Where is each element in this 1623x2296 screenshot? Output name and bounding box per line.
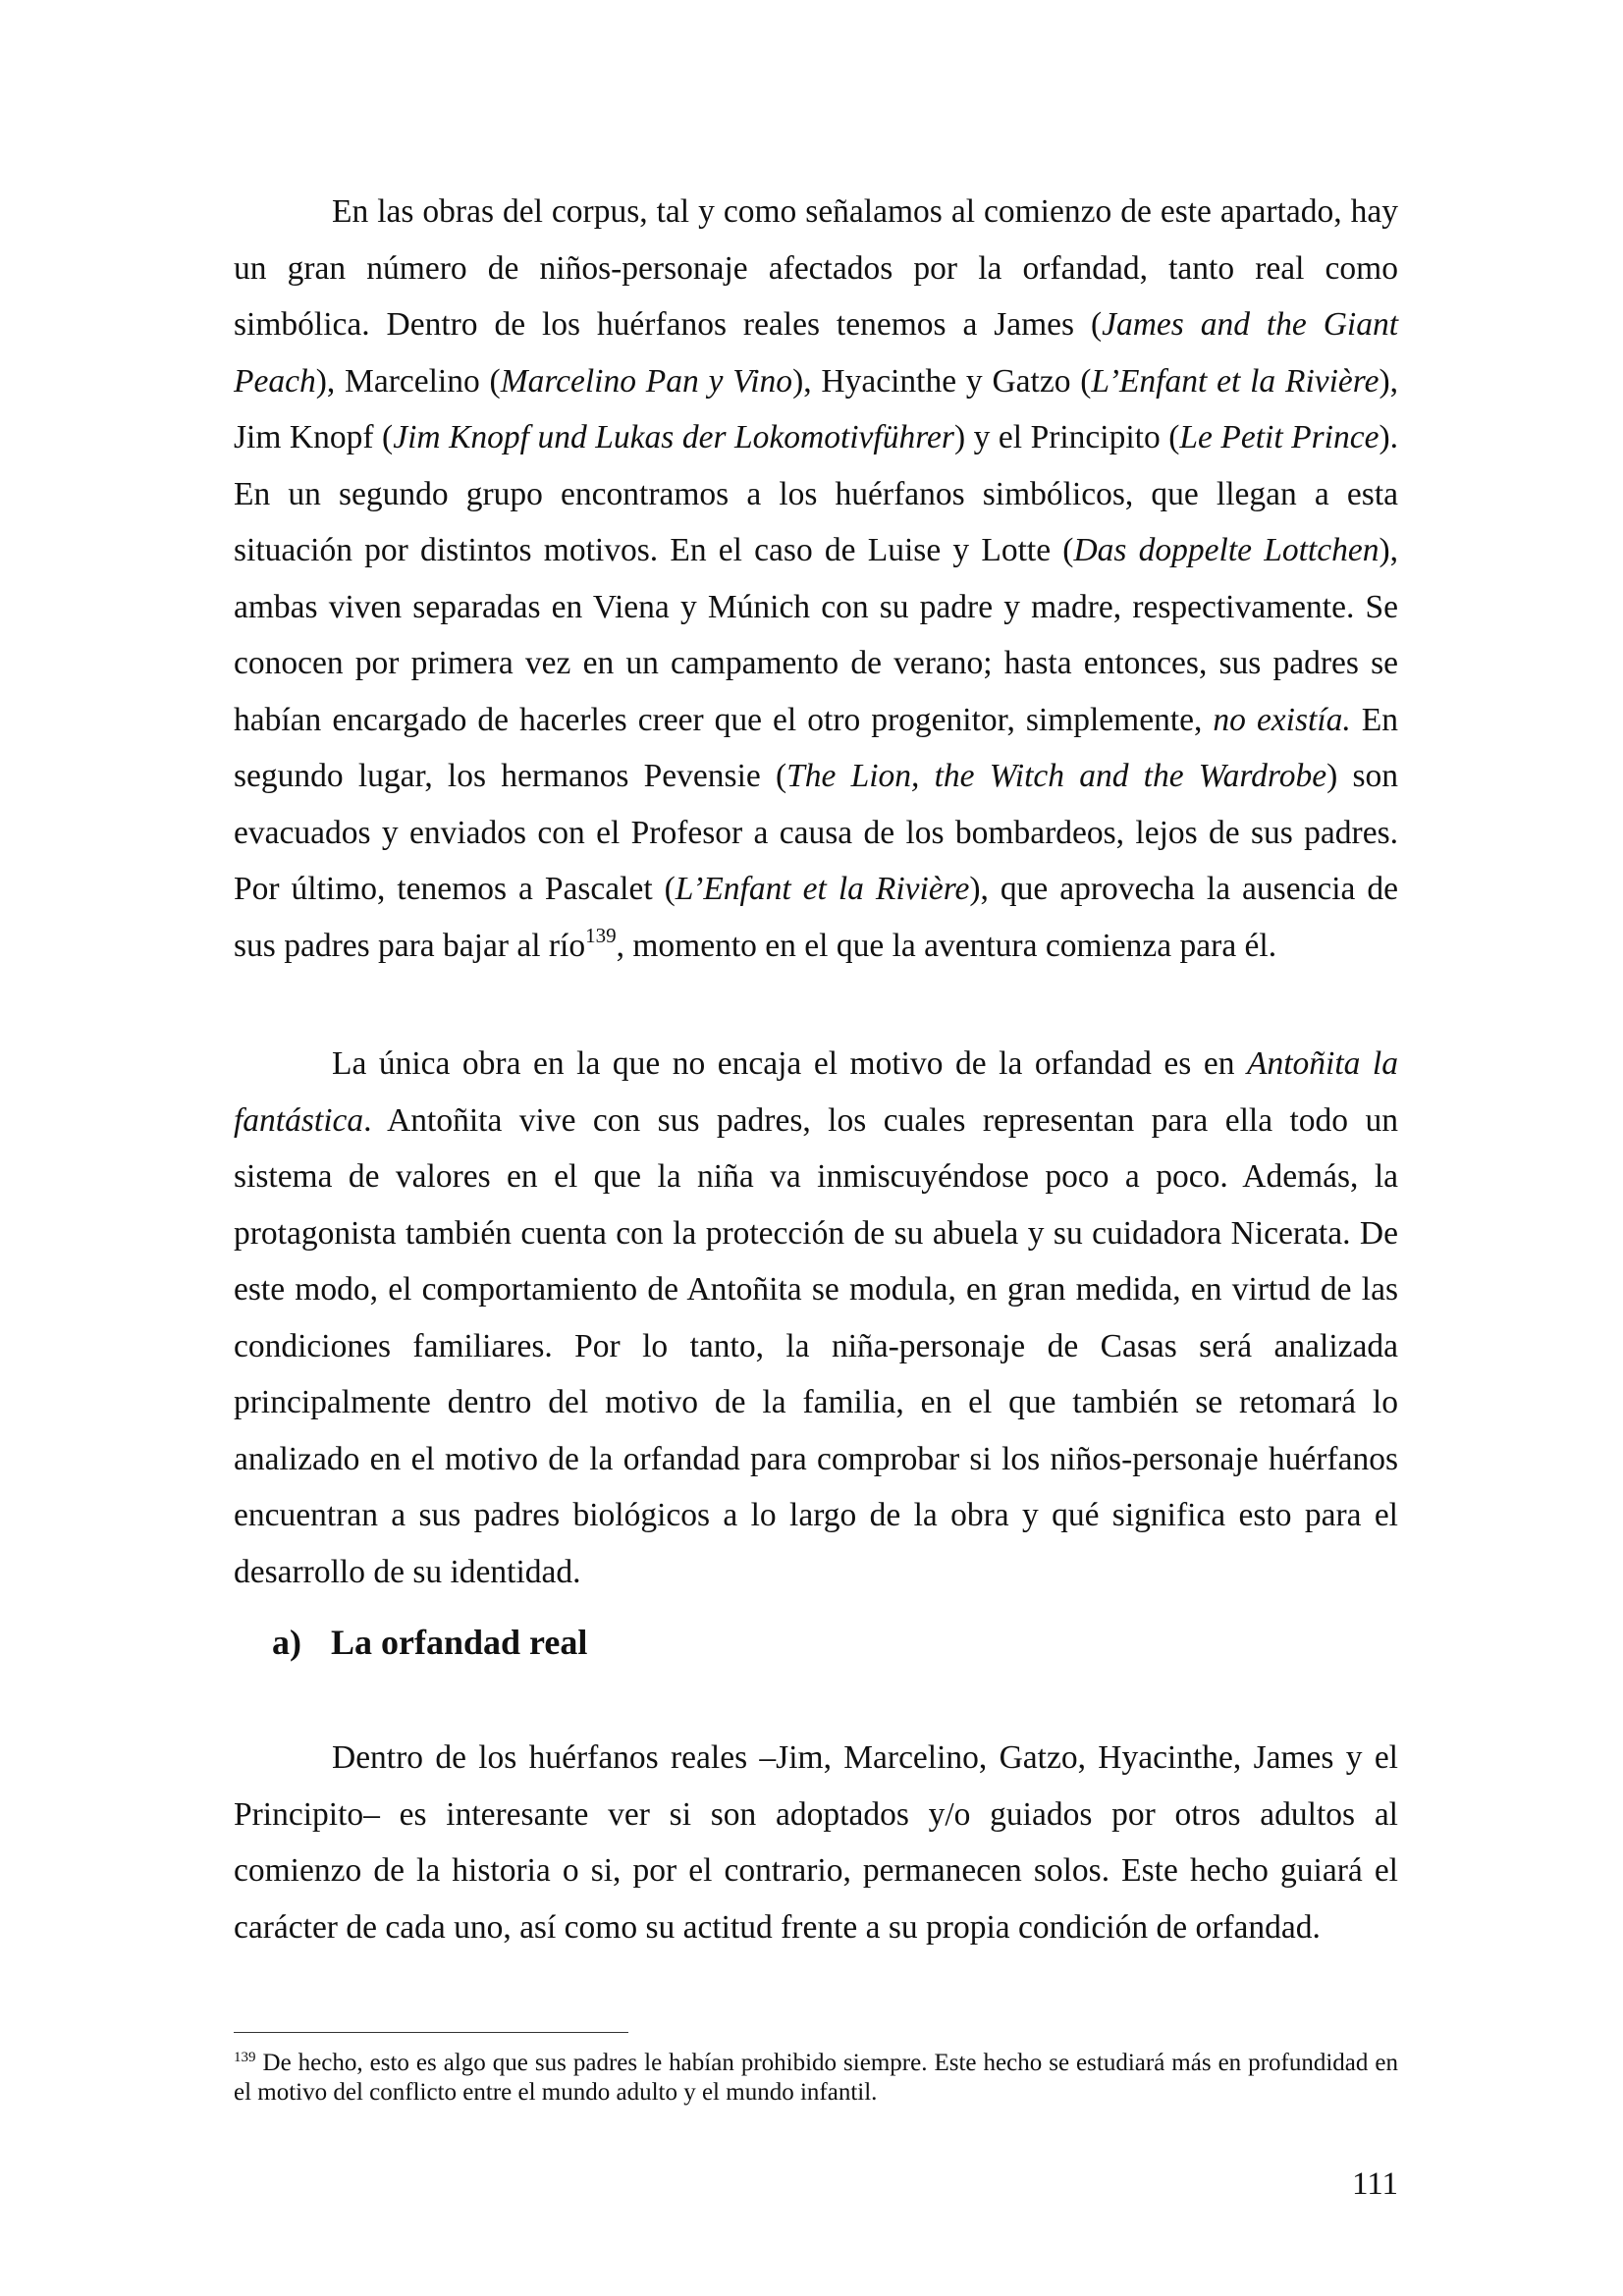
paragraph-text: En las obras del corpus, tal y como señalamos al comienzo de este apartado, hay un gran número de niños-personaje afectados por la orfandad, tanto real como simbólica. Dentro de los huérfanos reales tenemos a James (James and the Giant Peach), Marcelino (Marcelino Pan y Vino), Hyacinthe y Gatzo (L’Enfant et la Rivière), Jim Knopf (Jim Knopf und Lukas der Lokomotivführer) y el Principito (Le Petit Prince). En un segundo grupo encontramos a los huérfanos simbólicos, que llegan a esta situación por distintos motivos. En el caso de Luise y Lotte (Das doppelte Lottchen), ambas viven separadas en Viena y Múnich con su padre y madre, respectivamente. Se conocen por primera vez en un campamento de verano; hasta entonces, sus padres se habían encargado de hacerles creer que el otro progenitor, simplemente, no existía. En segundo lugar, los hermanos Pevensie (The Lion, the Witch and the Wardrobe) son evacuados y enviados con el Profesor a causa de los bombardeos, lejos de sus padres. Por último, tenemos a Pascalet (L’Enfant et la Rivière), que aprovecha la ausencia de sus padres para bajar al río$^{139}$, momento en el que la aventura comienza para él. bbox=[234, 193, 1399, 964]
work-title: The Lion, the Witch and the Wardrobe bbox=[786, 758, 1327, 794]
body-paragraph-1 bbox=[234, 184, 1398, 974]
footnote-number: 139 bbox=[234, 2050, 256, 2065]
work-title: Antoñita la fantástica bbox=[234, 1045, 1398, 1139]
footnote-text: De hecho, esto es algo que sus padres le habían prohibido siempre. Este hecho se estudiará más en profundidad en el motivo del conflicto entre el mundo adulto y el mundo infantil. bbox=[234, 2050, 1398, 2106]
body-paragraph-3 bbox=[234, 1730, 1398, 1955]
page-number: 111 bbox=[1351, 2166, 1398, 2202]
work-title: L’Enfant et la Rivière bbox=[1091, 362, 1380, 400]
paragraph-text: Dentro de los huérfanos reales –Jim, Marcelino, Gatzo, Hyacinthe, James y el Principito– es interesante ver si son adoptados y/o guiados por otros adultos al comienzo de la historia o si, por el contrario, permanecen solos. Este hecho guiará el carácter de cada uno, así como su actitud frente a su propia condición de orfandad. bbox=[234, 1739, 1398, 1946]
emphasis-text: no existía. bbox=[1213, 701, 1351, 738]
work-title: Le Petit Prince bbox=[1179, 419, 1380, 455]
heading-marker: a) bbox=[272, 1623, 301, 1662]
work-title: James and the Giant Peach bbox=[234, 306, 1399, 400]
heading-title: La orfandad real bbox=[331, 1623, 588, 1662]
work-title: Jim Knopf und Lukas der Lokomotivführer bbox=[393, 419, 954, 455]
paragraph-text: La única obra en la que no encaja el motivo de la orfandad es en Antoñita la fantástica. Antoñita vive con sus padres, los cuales representan para ella todo un sistema de valores en el que la niña va inmiscuyéndose poco a poco. Además, la protagonista también cuenta con la protección de su abuela y su cuidadora Nicerata. De este modo, el comportamiento de Antoñita se modula, en gran medida, en virtud de las condiciones familiares. Por lo tanto, la niña-personaje de Casas será analizada principalmente dentro del motivo de la familia, en el que también se retomará lo analizado en el motivo de la orfandad para comprobar si los niños-personaje huérfanos encuentran a sus padres biológicos a lo largo de la obra y qué significa esto para el desarrollo de su identidad. bbox=[234, 1045, 1398, 1590]
body-paragraph-2 bbox=[234, 1036, 1398, 1600]
section-heading bbox=[272, 1618, 587, 1667]
work-title: Das doppelte Lottchen bbox=[1073, 532, 1380, 568]
footnote bbox=[234, 2049, 1398, 2108]
work-title: Marcelino Pan y Vino bbox=[500, 362, 793, 400]
work-title: L’Enfant et la Rivière bbox=[675, 871, 970, 907]
footnote-reference[interactable]: 139 bbox=[585, 923, 617, 947]
footnote-divider bbox=[234, 2032, 628, 2033]
